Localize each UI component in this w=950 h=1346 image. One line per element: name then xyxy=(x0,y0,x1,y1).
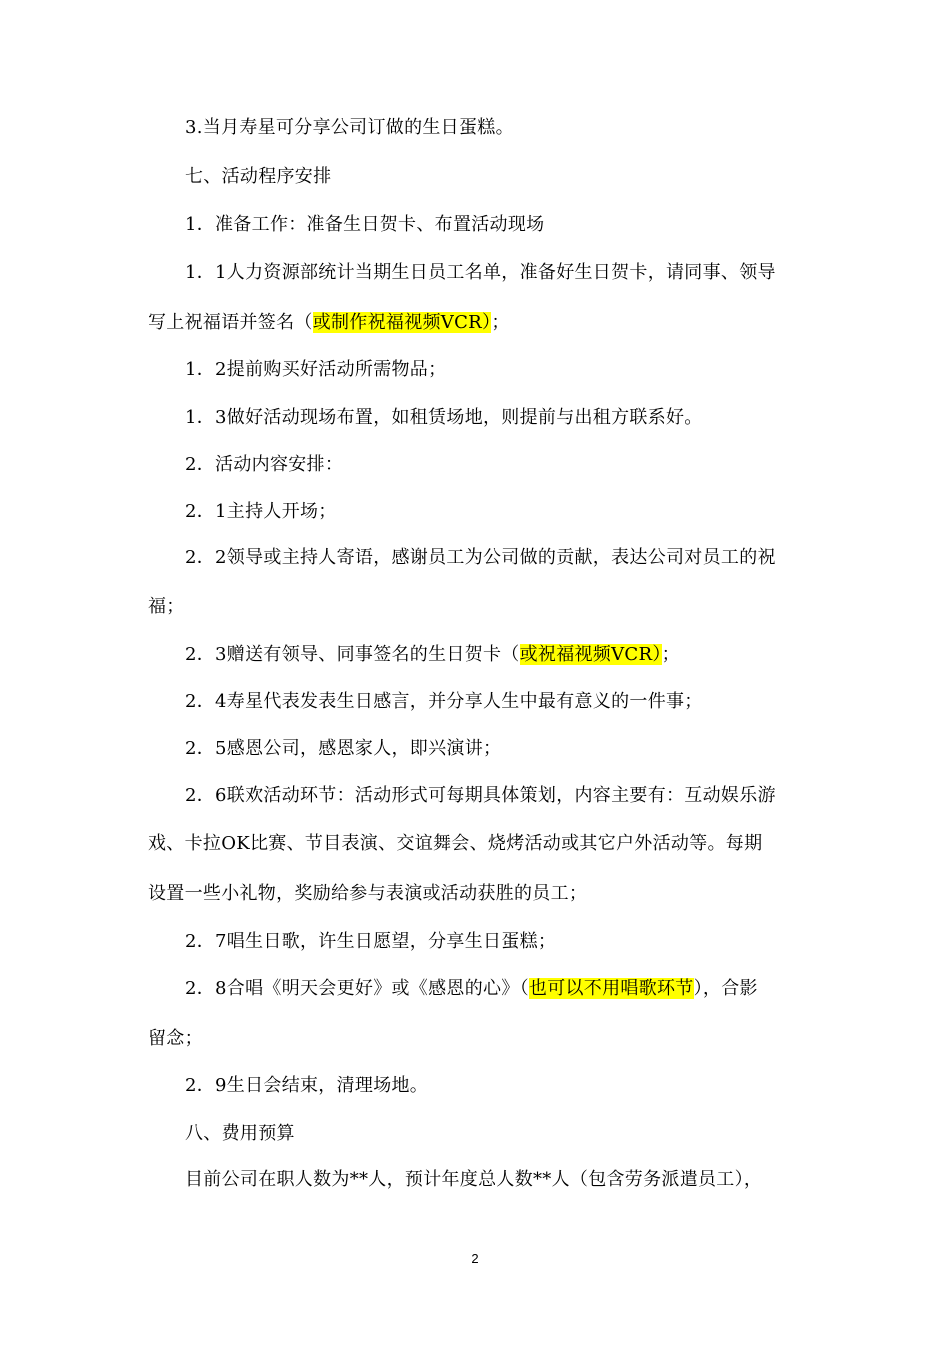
paragraph-line xyxy=(148,310,510,336)
highlighted-text: 也可以不用唱歌环节 xyxy=(528,978,694,999)
text-segment: 3.当月寿星可分享公司订做的生日蛋糕。 xyxy=(185,117,514,138)
paragraph-line xyxy=(148,1026,203,1052)
text-segment: 2．2领导或主持人寄语，感谢员工为公司做的贡献，表达公司对员工的祝 xyxy=(185,547,776,568)
paragraph-line xyxy=(185,499,337,525)
text-segment: 2．9生日会结束，清理场地。 xyxy=(185,1075,429,1096)
text-segment: 1．2提前购买好活动所需物品； xyxy=(185,359,447,380)
text-segment: 2．8合唱《明天会更好》或《感恩的心》（ xyxy=(185,978,529,999)
paragraph-line xyxy=(185,642,680,668)
paragraph-line xyxy=(185,545,776,571)
text-segment: 2．活动内容安排： xyxy=(185,454,344,475)
paragraph-line xyxy=(148,594,185,620)
text-segment: 2．7唱生日歌，许生日愿望，分享生日蛋糕； xyxy=(185,931,557,952)
highlighted-text: 或祝福视频VCR） xyxy=(519,644,662,665)
text-segment: 1．1人力资源部统计当期生日员工名单，准备好生日贺卡，请同事、领导 xyxy=(185,262,776,283)
text-segment: 2．3赠送有领导、同事签名的生日贺卡（ xyxy=(185,644,520,665)
text-segment: 留念； xyxy=(148,1028,203,1049)
paragraph-line xyxy=(185,357,446,383)
paragraph-line xyxy=(185,115,514,141)
paragraph-line xyxy=(185,1073,428,1099)
text-segment: ），合影 xyxy=(693,978,758,999)
text-segment: 目前公司在职人数为**人，预计年度总人数**人（包含劳务派遣员工）， xyxy=(185,1169,763,1190)
paragraph-line xyxy=(185,405,703,431)
paragraph-line xyxy=(185,689,703,715)
text-segment: 福； xyxy=(148,596,185,617)
highlighted-text: 或制作祝福视频VCR） xyxy=(312,312,492,333)
text-segment: 1．准备工作：准备生日贺卡、布置活动现场 xyxy=(185,214,545,235)
paragraph-line xyxy=(148,831,762,857)
paragraph-line xyxy=(185,1167,762,1193)
text-segment: 写上祝福语并签名（ xyxy=(148,312,313,333)
text-segment: 2．5感恩公司，感恩家人，即兴演讲； xyxy=(185,738,502,759)
paragraph-line xyxy=(185,976,758,1002)
page-number: 2 xyxy=(471,1251,479,1266)
text-segment: 2．6联欢活动环节：活动形式可每期具体策划，内容主要有：互动娱乐游 xyxy=(185,785,776,806)
paragraph-line xyxy=(185,452,343,478)
text-segment: 1．3做好活动现场布置，如租赁场地，则提前与出租方联系好。 xyxy=(185,407,703,428)
text-segment: 设置一些小礼物，奖励给参与表演或活动获胜的员工； xyxy=(148,883,588,904)
paragraph-line xyxy=(185,1121,295,1147)
paragraph-line xyxy=(185,929,556,955)
text-segment: 八、费用预算 xyxy=(185,1123,295,1144)
text-segment: 2．4寿星代表发表生日感言，并分享人生中最有意义的一件事； xyxy=(185,691,703,712)
text-segment: 2．1主持人开场； xyxy=(185,501,337,522)
paragraph-line xyxy=(185,736,501,762)
paragraph-line xyxy=(185,164,331,190)
text-segment: 戏、卡拉OK比赛、节目表演、交谊舞会、烧烤活动或其它户外活动等。每期 xyxy=(148,833,763,854)
paragraph-line xyxy=(185,260,776,286)
paragraph-line xyxy=(185,212,544,238)
paragraph-line xyxy=(185,783,776,809)
text-segment: ； xyxy=(491,312,510,333)
text-segment: ； xyxy=(661,644,680,665)
text-segment: 七、活动程序安排 xyxy=(185,166,332,187)
paragraph-line xyxy=(148,881,587,907)
